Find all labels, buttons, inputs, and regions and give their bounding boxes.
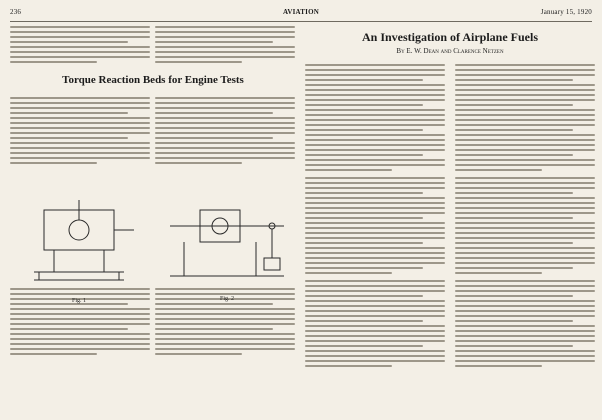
text-line-placeholder	[305, 262, 445, 264]
text-line-placeholder	[10, 117, 150, 119]
text-line-placeholder	[455, 217, 573, 219]
figure-2-caption: Fig. 2	[219, 296, 234, 302]
placeholder-text-block	[10, 97, 150, 164]
text-line-placeholder	[10, 313, 150, 315]
text-line-placeholder	[305, 177, 445, 179]
text-line-placeholder	[455, 84, 595, 86]
text-line-placeholder	[155, 353, 242, 355]
text-line-placeholder	[455, 237, 595, 239]
text-line-placeholder	[155, 142, 295, 144]
text-line-placeholder	[455, 247, 595, 249]
text-line-placeholder	[305, 207, 445, 209]
text-line-placeholder	[10, 147, 150, 149]
figure-1-diagram	[14, 192, 144, 292]
text-line-placeholder	[305, 182, 445, 184]
text-line-placeholder	[455, 272, 542, 274]
text-line-placeholder	[10, 112, 128, 114]
text-line-placeholder	[155, 107, 295, 109]
placeholder-text-block	[155, 26, 295, 63]
placeholder-text-block	[155, 97, 295, 164]
text-line-placeholder	[455, 242, 573, 244]
text-line-placeholder	[455, 144, 595, 146]
text-line-placeholder	[305, 300, 445, 302]
article-title-airplane-fuels: An Investigation of Airplane Fuels	[361, 30, 538, 44]
text-line-placeholder	[455, 325, 595, 327]
text-line-placeholder	[10, 46, 150, 48]
text-line-placeholder	[10, 157, 150, 159]
text-line-placeholder	[455, 79, 573, 81]
text-line-placeholder	[455, 355, 595, 357]
text-line-placeholder	[305, 325, 445, 327]
text-line-placeholder	[10, 61, 97, 63]
text-line-placeholder	[305, 104, 423, 106]
text-line-placeholder	[305, 232, 445, 234]
publication-name: AVIATION	[283, 8, 319, 16]
text-line-placeholder	[455, 89, 595, 91]
text-line-placeholder	[455, 99, 595, 101]
text-line-placeholder	[10, 122, 150, 124]
placeholder-text-block	[305, 64, 445, 171]
text-line-placeholder	[305, 84, 445, 86]
text-line-placeholder	[305, 114, 445, 116]
text-line-placeholder	[305, 79, 423, 81]
figure-2	[160, 196, 294, 300]
text-line-placeholder	[305, 252, 445, 254]
text-line-placeholder	[305, 187, 445, 189]
text-line-placeholder	[155, 56, 295, 58]
text-line-placeholder	[305, 129, 423, 131]
text-line-placeholder	[155, 127, 295, 129]
text-line-placeholder	[455, 360, 595, 362]
placeholder-text-block	[455, 280, 595, 367]
text-line-placeholder	[155, 152, 295, 154]
text-line-placeholder	[455, 187, 595, 189]
text-line-placeholder	[305, 139, 445, 141]
text-line-placeholder	[305, 64, 445, 66]
text-line-placeholder	[305, 192, 423, 194]
text-line-placeholder	[305, 330, 445, 332]
text-line-placeholder	[155, 137, 273, 139]
text-line-placeholder	[305, 222, 445, 224]
text-line-placeholder	[305, 217, 423, 219]
text-line-placeholder	[455, 64, 595, 66]
text-line-placeholder	[155, 36, 295, 38]
text-line-placeholder	[305, 94, 445, 96]
header-rule	[10, 21, 592, 22]
text-line-placeholder	[10, 102, 150, 104]
text-line-placeholder	[455, 222, 595, 224]
text-line-placeholder	[10, 56, 150, 58]
text-line-placeholder	[305, 237, 445, 239]
text-line-placeholder	[305, 257, 445, 259]
text-line-placeholder	[155, 117, 295, 119]
figure-1	[14, 192, 144, 302]
text-line-placeholder	[155, 348, 295, 350]
text-line-placeholder	[455, 262, 595, 264]
text-line-placeholder	[455, 114, 595, 116]
text-line-placeholder	[10, 127, 150, 129]
text-line-placeholder	[10, 308, 150, 310]
text-line-placeholder	[455, 257, 595, 259]
text-line-placeholder	[455, 280, 595, 282]
text-line-placeholder	[305, 242, 423, 244]
text-line-placeholder	[455, 330, 595, 332]
text-line-placeholder	[10, 132, 150, 134]
text-line-placeholder	[10, 162, 97, 164]
text-line-placeholder	[305, 159, 445, 161]
text-line-placeholder	[155, 323, 295, 325]
text-line-placeholder	[305, 144, 445, 146]
text-line-placeholder	[305, 305, 445, 307]
figure-1-caption: Fig. 1	[71, 298, 86, 304]
text-line-placeholder	[155, 41, 273, 43]
placeholder-text-block	[455, 177, 595, 274]
text-line-placeholder	[10, 31, 150, 33]
text-line-placeholder	[155, 333, 295, 335]
text-line-placeholder	[10, 318, 150, 320]
text-line-placeholder	[155, 338, 295, 340]
text-line-placeholder	[305, 340, 445, 342]
text-line-placeholder	[455, 109, 595, 111]
text-line-placeholder	[155, 102, 295, 104]
text-line-placeholder	[155, 162, 242, 164]
text-line-placeholder	[305, 315, 445, 317]
text-line-placeholder	[455, 290, 595, 292]
text-line-placeholder	[455, 169, 542, 171]
text-line-placeholder	[305, 360, 445, 362]
placeholder-text-block	[455, 64, 595, 171]
body-column-4	[455, 26, 595, 410]
text-line-placeholder	[455, 94, 595, 96]
text-line-placeholder	[305, 350, 445, 352]
text-line-placeholder	[455, 134, 595, 136]
text-line-placeholder	[455, 149, 595, 151]
placeholder-text-block	[10, 26, 150, 63]
text-line-placeholder	[155, 318, 295, 320]
text-line-placeholder	[305, 365, 392, 367]
text-line-placeholder	[305, 69, 445, 71]
text-line-placeholder	[305, 154, 423, 156]
text-line-placeholder	[455, 335, 595, 337]
text-line-placeholder	[305, 345, 423, 347]
text-line-placeholder	[305, 295, 423, 297]
figure-2-diagram	[160, 196, 294, 290]
text-line-placeholder	[455, 350, 595, 352]
text-line-placeholder	[155, 343, 295, 345]
text-line-placeholder	[155, 31, 295, 33]
text-line-placeholder	[10, 107, 150, 109]
text-line-placeholder	[155, 147, 295, 149]
text-line-placeholder	[455, 202, 595, 204]
text-line-placeholder	[10, 26, 150, 28]
text-line-placeholder	[455, 345, 573, 347]
text-line-placeholder	[455, 164, 595, 166]
text-line-placeholder	[455, 365, 542, 367]
text-line-placeholder	[305, 285, 445, 287]
text-line-placeholder	[155, 308, 295, 310]
text-line-placeholder	[305, 169, 392, 171]
text-line-placeholder	[305, 335, 445, 337]
text-line-placeholder	[10, 348, 150, 350]
text-line-placeholder	[455, 320, 573, 322]
text-line-placeholder	[455, 285, 595, 287]
text-line-placeholder	[10, 51, 150, 53]
text-line-placeholder	[455, 207, 595, 209]
placeholder-text-block	[305, 280, 445, 367]
page-number: 236	[10, 8, 22, 16]
text-line-placeholder	[155, 122, 295, 124]
text-line-placeholder	[305, 124, 445, 126]
body-column-3	[305, 26, 445, 410]
text-line-placeholder	[455, 129, 573, 131]
text-line-placeholder	[455, 74, 595, 76]
text-line-placeholder	[155, 303, 273, 305]
text-line-placeholder	[10, 137, 128, 139]
text-line-placeholder	[155, 313, 295, 315]
text-line-placeholder	[455, 177, 595, 179]
text-line-placeholder	[455, 119, 595, 121]
text-line-placeholder	[305, 247, 445, 249]
text-line-placeholder	[155, 157, 295, 159]
text-line-placeholder	[10, 36, 150, 38]
text-line-placeholder	[305, 134, 445, 136]
text-line-placeholder	[455, 212, 595, 214]
text-line-placeholder	[10, 353, 97, 355]
text-line-placeholder	[455, 192, 573, 194]
text-line-placeholder	[455, 300, 595, 302]
text-line-placeholder	[455, 139, 595, 141]
article-byline: By E. W. Dean and Clarence Netzen	[396, 47, 504, 55]
text-line-placeholder	[10, 152, 150, 154]
text-line-placeholder	[10, 343, 150, 345]
text-line-placeholder	[455, 69, 595, 71]
text-line-placeholder	[305, 212, 445, 214]
text-line-placeholder	[155, 97, 295, 99]
text-line-placeholder	[305, 197, 445, 199]
text-line-placeholder	[155, 51, 295, 53]
text-line-placeholder	[10, 338, 150, 340]
text-line-placeholder	[10, 41, 128, 43]
text-line-placeholder	[155, 328, 273, 330]
text-line-placeholder	[455, 267, 573, 269]
text-line-placeholder	[305, 149, 445, 151]
text-line-placeholder	[10, 333, 150, 335]
text-line-placeholder	[305, 99, 445, 101]
issue-date: January 15, 1920	[540, 8, 592, 16]
text-line-placeholder	[155, 132, 295, 134]
text-line-placeholder	[305, 119, 445, 121]
text-line-placeholder	[155, 112, 273, 114]
text-line-placeholder	[455, 252, 595, 254]
text-line-placeholder	[10, 328, 128, 330]
text-line-placeholder	[455, 340, 595, 342]
text-line-placeholder	[305, 310, 445, 312]
text-line-placeholder	[455, 182, 595, 184]
text-line-placeholder	[305, 267, 423, 269]
text-line-placeholder	[455, 305, 595, 307]
text-line-placeholder	[10, 142, 150, 144]
text-line-placeholder	[305, 227, 445, 229]
text-line-placeholder	[455, 154, 573, 156]
running-header	[10, 8, 592, 20]
text-line-placeholder	[10, 323, 150, 325]
text-line-placeholder	[155, 46, 295, 48]
placeholder-text-block	[305, 177, 445, 274]
text-line-placeholder	[305, 272, 392, 274]
text-line-placeholder	[305, 355, 445, 357]
text-line-placeholder	[455, 104, 573, 106]
text-line-placeholder	[455, 315, 595, 317]
text-line-placeholder	[305, 74, 445, 76]
text-line-placeholder	[455, 295, 573, 297]
text-line-placeholder	[455, 124, 595, 126]
text-line-placeholder	[455, 197, 595, 199]
text-line-placeholder	[455, 310, 595, 312]
text-line-placeholder	[305, 202, 445, 204]
text-line-placeholder	[305, 290, 445, 292]
article-title-torque-beds: Torque Reaction Beds for Engine Tests	[62, 74, 244, 86]
text-line-placeholder	[155, 61, 242, 63]
text-line-placeholder	[455, 227, 595, 229]
text-line-placeholder	[455, 232, 595, 234]
text-line-placeholder	[305, 320, 423, 322]
text-line-placeholder	[455, 159, 595, 161]
text-line-placeholder	[305, 280, 445, 282]
text-line-placeholder	[305, 109, 445, 111]
text-line-placeholder	[155, 26, 295, 28]
text-line-placeholder	[10, 97, 150, 99]
text-line-placeholder	[305, 164, 445, 166]
text-line-placeholder	[305, 89, 445, 91]
